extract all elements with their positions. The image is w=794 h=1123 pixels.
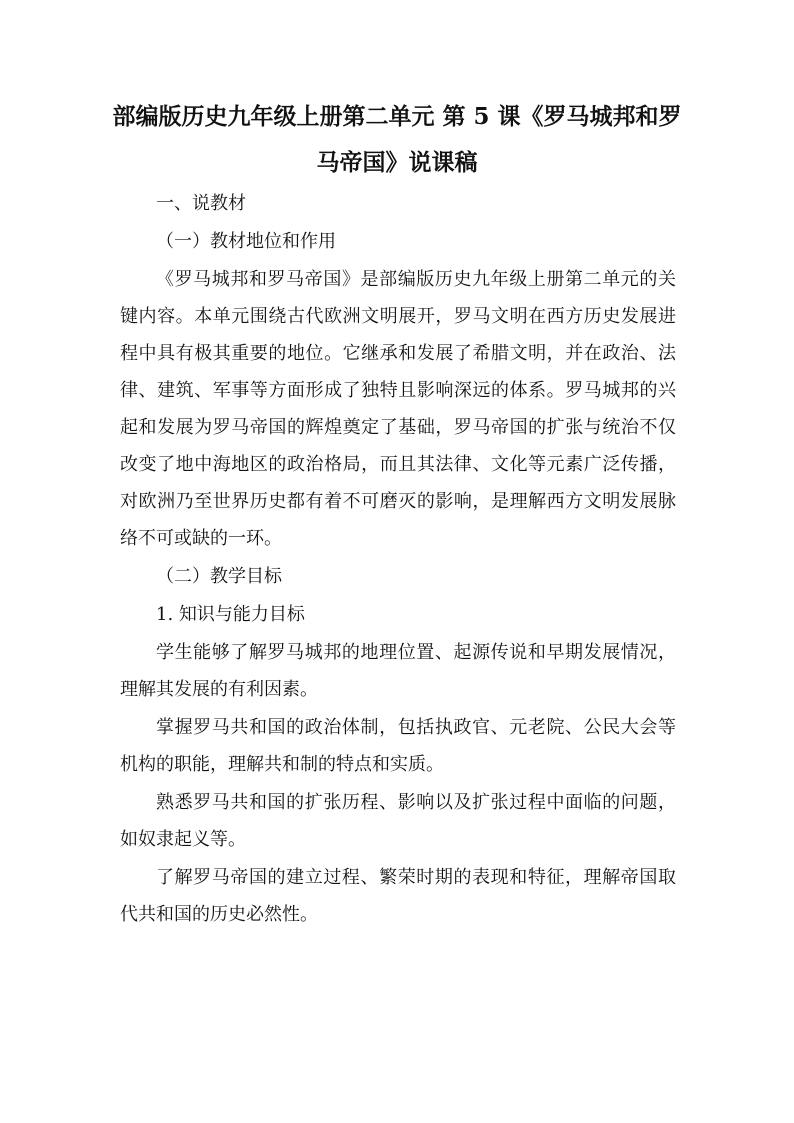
subsection-heading-teaching-goals: （二）教学目标 <box>156 566 282 587</box>
paragraph-goal-a: 学生能够了解罗马城邦的地理位置、起源传说和早期发展情况，理解其发展的有利因素。 <box>120 642 676 700</box>
paragraph-textbook-role: 《罗马城邦和罗马帝国》是部编版历史九年级上册第二单元的关键内容。本单元围绕古代欧洲文明展开，罗马文明在西方历史发展进程中具有极其重要的地位。它继承和发展了希腊文明，并在政治、法律、建筑、军事等方面形成了独特且影响深远的体系。罗马城邦的兴起和发展为罗马帝国的辉煌奠定了基础，罗马帝国的扩张与统治不仅改变了地中海地区的政治格局，而且其法律、文化等元素广泛传播，对欧洲乃至世界历史都有着不可磨灭的影响，是理解西方文明发展脉络不可或缺的一环。 <box>120 269 676 549</box>
paragraph-goal-c: 熟悉罗马共和国的扩张历程、影响以及扩张过程中面临的问题，如奴隶起义等。 <box>120 792 676 850</box>
document-title: 部编版历史九年级上册第二单元 第 5 课《罗马城邦和罗马帝国》说课稿 <box>112 103 682 176</box>
document-body <box>120 185 676 933</box>
paragraph-goal-b: 掌握罗马共和国的政治体制，包括执政官、元老院、公民大会等机构的职能，理解共和制的特点和实质。 <box>120 717 676 775</box>
paragraph-goal-d: 了解罗马帝国的建立过程、繁荣时期的表现和特征，理解帝国取代共和国的历史必然性。 <box>120 867 676 925</box>
goal-heading-knowledge-ability: 1. 知识与能力目标 <box>156 604 305 625</box>
section-heading-1: 一、说教材 <box>156 193 246 214</box>
subsection-heading-textbook-role: （一）教材地位和作用 <box>156 231 336 252</box>
